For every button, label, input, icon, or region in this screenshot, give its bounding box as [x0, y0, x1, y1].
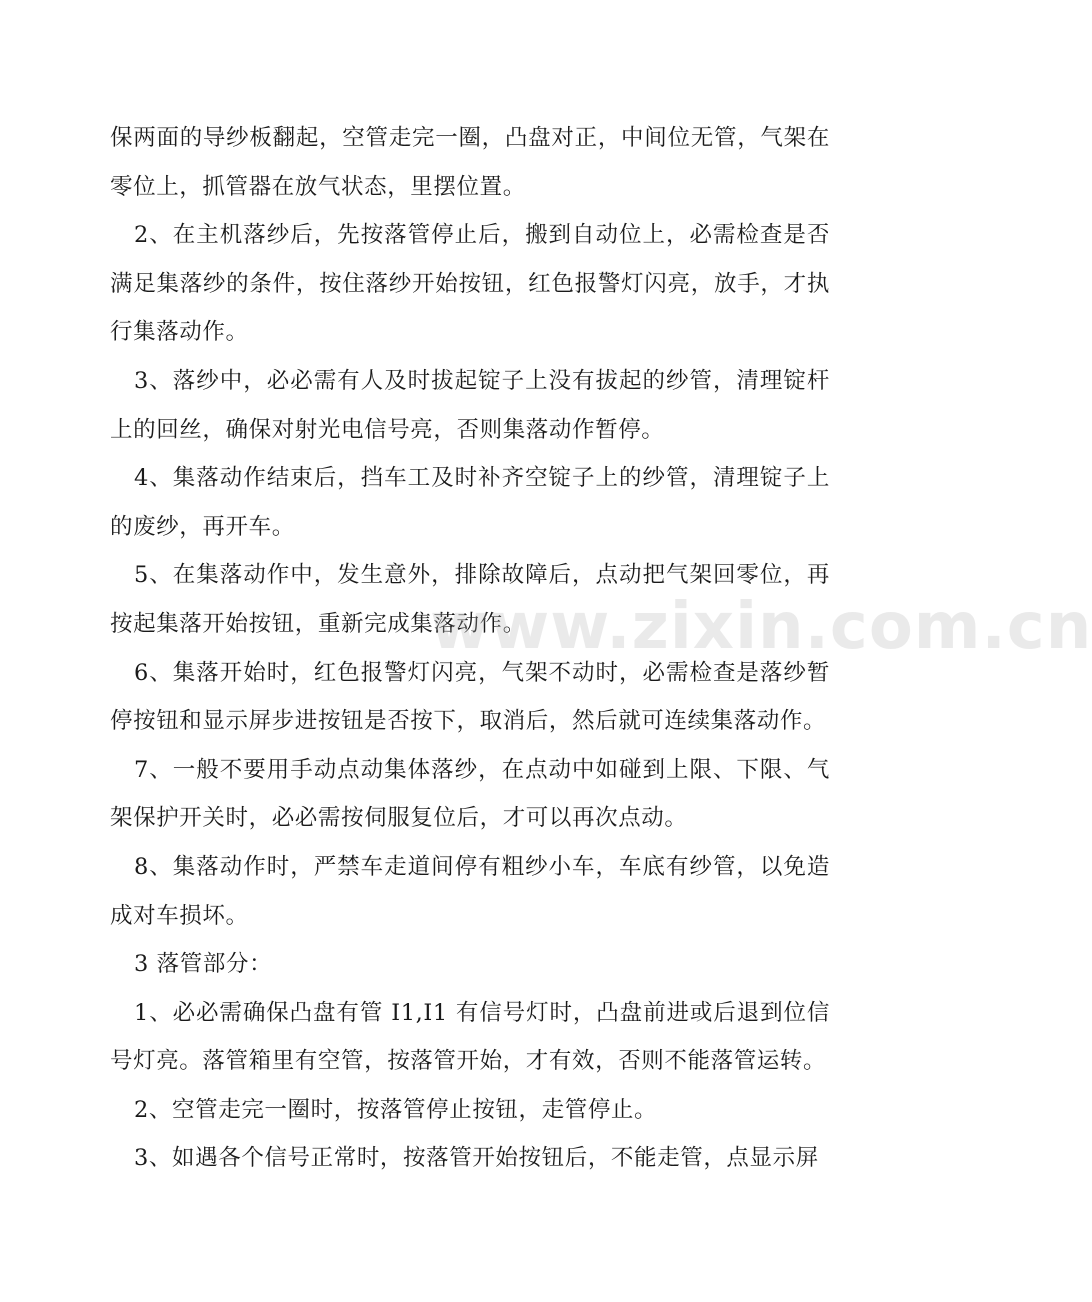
section-heading-3: 3 落管部分： — [134, 951, 273, 978]
paragraph-5: 5、在集落动作中，发生意外，排除故障后，点动把气架回零位，再按起集落开始按钮，重新完成集落动作。 — [110, 562, 830, 637]
paragraph-6: 6、集落开始时，红色报警灯闪亮，气架不动时，必需检查是落纱暂停按钮和显示屏步进按钮是否按下，取消后，然后就可连续集落动作。 — [110, 659, 830, 735]
paragraph-4: 4、集落动作结束后，挡车工及时补齐空锭子上的纱管，清理锭子上的废纱，再开车。 — [110, 465, 830, 540]
paragraph-3: 3、落纱中，必必需有人及时拔起锭子上没有拔起的纱管，清理锭杆上的回丝，确保对射光电信号亮，否则集落动作暂停。 — [110, 367, 830, 443]
paragraph-2: 2、在主机落纱后，先按落管停止后，搬到自动位上，必需检查是否满足集落纱的条件，按住落纱开始按钮，红色报警灯闪亮，放手，才执行集落动作。 — [110, 222, 830, 346]
paragraph-7: 7、一般不要用手动点动集体落纱，在点动中如碰到上限、下限、气架保护开关时，必必需按伺服复位后，才可以再次点动。 — [110, 756, 830, 832]
paragraph-10: 2、空管走完一圈时，按落管停止按钮，走管停止。 — [134, 1096, 658, 1123]
watermark-text: www.zixin.com.cn — [430, 590, 1092, 664]
paragraph-9: 1、必必需确保凸盘有管 I1,I1 有信号灯时，凸盘前进或后退到位信号灯亮。落管箱里有空管，按落管开始，才有效，否则不能落管运转。 — [110, 999, 830, 1075]
document-body — [110, 114, 830, 1183]
paragraph-1: 保两面的导纱板翻起，空管走完一圈，凸盘对正，中间位无管，气架在零位上，抓管器在放气状态，里摆位置。 — [110, 125, 830, 200]
paragraph-8: 8、集落动作时，严禁车走道间停有粗纱小车，车底有纱管，以免造成对车损坏。 — [110, 853, 830, 929]
paragraph-11: 3、如遇各个信号正常时，按落管开始按钮后，不能走管，点显示屏 — [134, 1145, 819, 1172]
